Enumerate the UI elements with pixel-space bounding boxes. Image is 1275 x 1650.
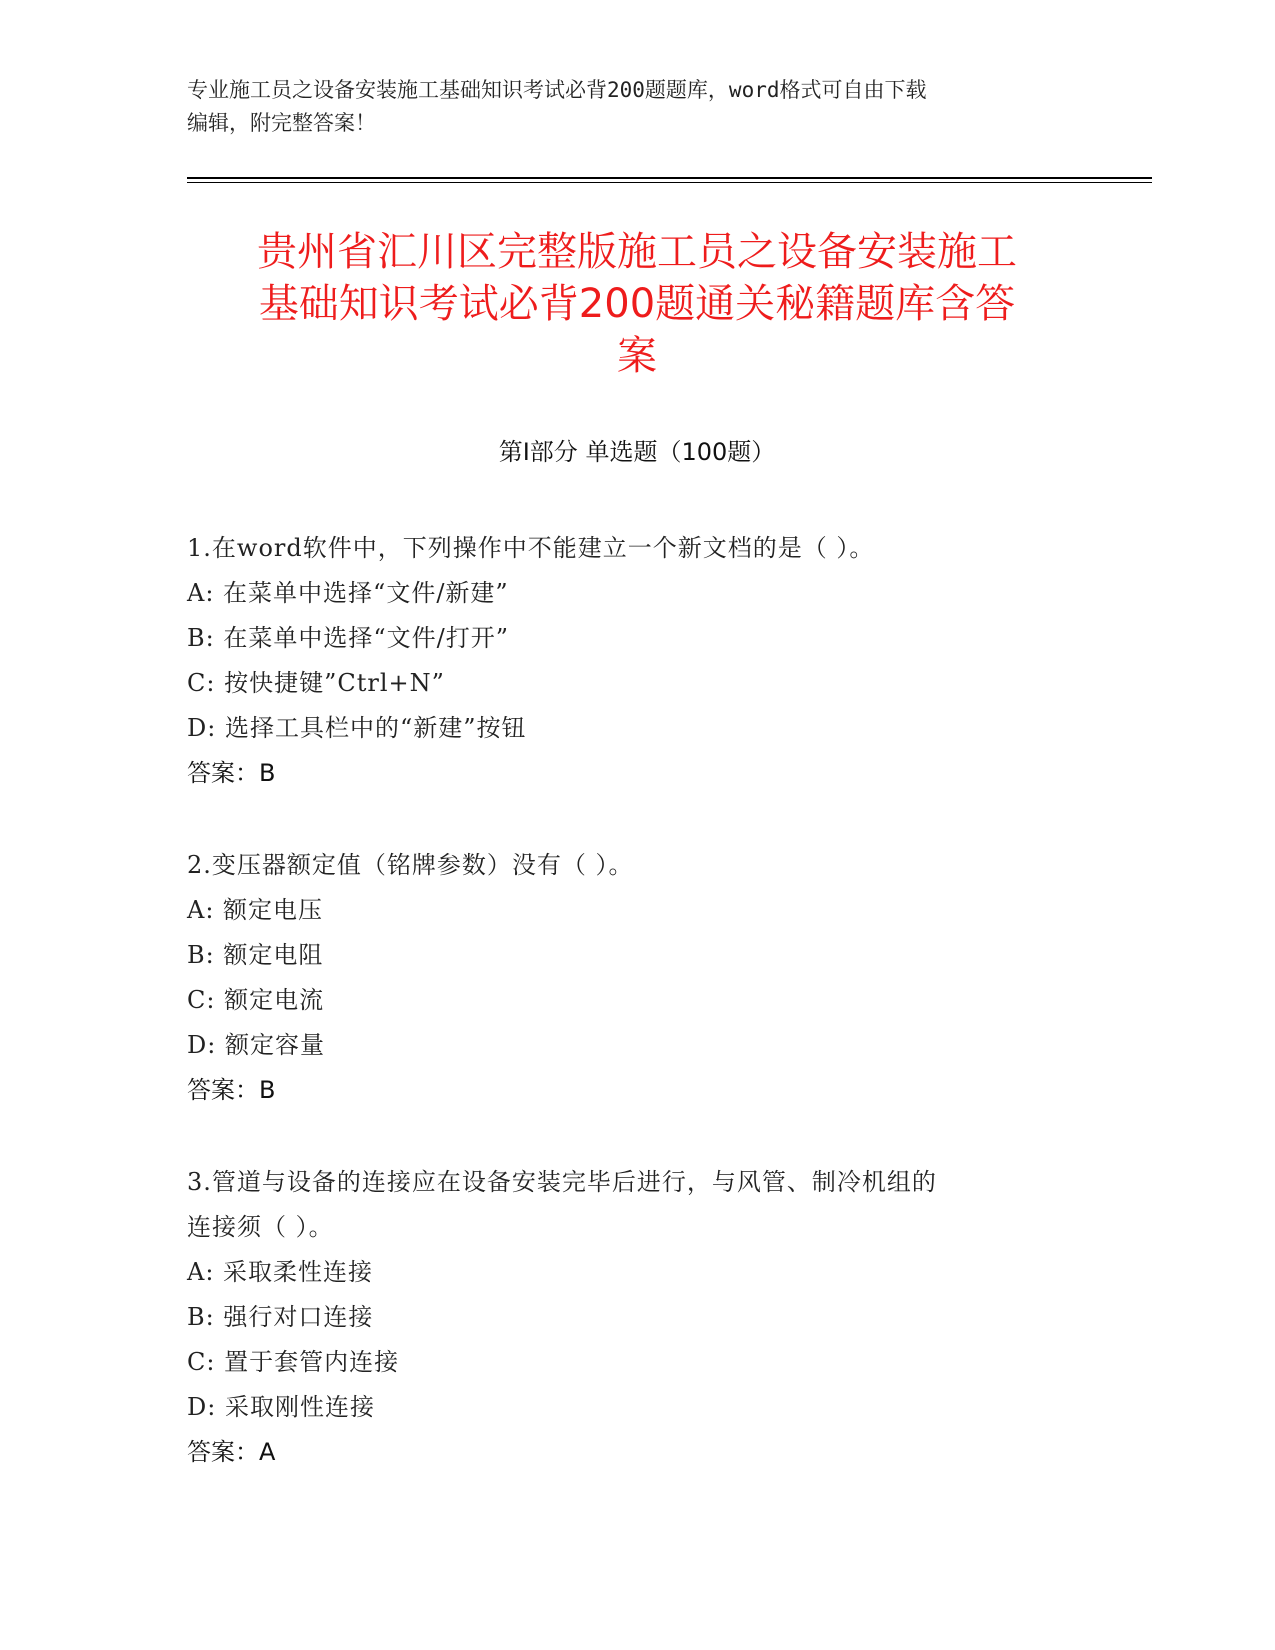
question-3-answer: 答案：A	[187, 1438, 276, 1466]
header-note-line-1: 专业施工员之设备安装施工基础知识考试必背200题题库，word格式可自由下载	[187, 78, 927, 102]
question-2-option-d: D: 额定容量	[187, 1031, 325, 1059]
document-title	[187, 226, 1087, 382]
document-title-line-2: 基础知识考试必背200题通关秘籍题库含答	[258, 281, 1016, 327]
question-2-answer: 答案：B	[187, 1076, 276, 1104]
question-1	[187, 526, 1087, 796]
question-3-option-d: D: 采取刚性连接	[187, 1393, 375, 1421]
header-note	[187, 74, 1087, 140]
header-divider-thin	[187, 182, 1152, 183]
question-2-option-a: A: 额定电压	[187, 896, 324, 924]
question-2-option-c: C: 额定电流	[187, 986, 325, 1014]
question-3-stem-line-1: 3.管道与设备的连接应在设备安装完毕后进行，与风管、制冷机组的	[187, 1168, 937, 1196]
question-3-option-b: B: 强行对口连接	[187, 1303, 374, 1331]
header-note-line-2: 编辑，附完整答案！	[187, 111, 376, 135]
section-title: 第Ⅰ部分 单选题（100题）	[498, 438, 776, 466]
question-3-option-a: A: 采取柔性连接	[187, 1258, 374, 1286]
question-1-option-b: B: 在菜单中选择“文件/打开”	[187, 624, 509, 652]
question-3-stem-line-2: 连接须（ ）。	[187, 1213, 334, 1241]
question-1-option-a: A: 在菜单中选择“文件/新建”	[187, 579, 509, 607]
header-divider-thick	[187, 177, 1152, 179]
question-2	[187, 843, 1087, 1113]
question-1-option-d: D: 选择工具栏中的“新建”按钮	[187, 714, 527, 742]
document-title-line-3: 案	[617, 333, 657, 379]
question-list	[187, 526, 1087, 1522]
question-1-answer: 答案：B	[187, 759, 276, 787]
document-title-line-1: 贵州省汇川区完整版施工员之设备安装施工	[257, 229, 1017, 275]
question-2-stem: 2.变压器额定值（铭牌参数）没有（ ）。	[187, 851, 634, 879]
question-3-option-c: C: 置于套管内连接	[187, 1348, 400, 1376]
question-1-option-c: C: 按快捷键”Ctrl+N”	[187, 669, 445, 697]
question-3	[187, 1160, 1087, 1475]
question-2-option-b: B: 额定电阻	[187, 941, 324, 969]
question-1-stem: 1.在word软件中，下列操作中不能建立一个新文档的是（ ）。	[187, 534, 875, 562]
